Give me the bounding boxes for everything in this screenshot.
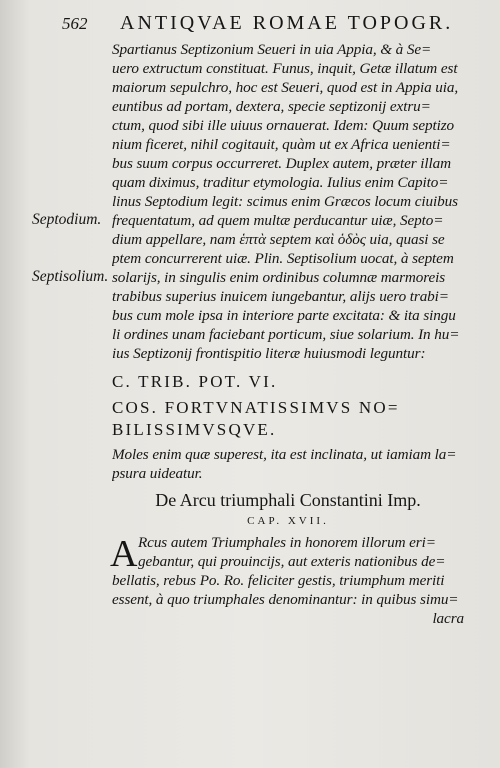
text-line: Moles enim quæ superest, ita est inclinata, ut iamiam la=: [112, 446, 457, 463]
page-number: 562: [62, 14, 88, 33]
text-line: maiorum sepulchro, hoc est Seueri, quod est in Appia uia,: [112, 79, 459, 96]
page-header: [62, 12, 480, 38]
inscription: [112, 371, 464, 441]
text-line: bus suum corpus occurreret. Duplex autem, præter illam: [112, 155, 451, 172]
text-line: psura uideatur.: [112, 465, 203, 482]
text-line: dium appellare, nam ἑπτὰ septem καὶ ὁδὸς uia, quasi se: [112, 231, 445, 248]
main-text: [112, 40, 464, 628]
text-line: essent, à quo triumphales denominantur: in quibus simu=: [112, 591, 459, 608]
text-line: gebantur, qui prouincijs, aut exteris nationibus de=: [138, 553, 446, 570]
text-line: li ordines unam faciebant porticum, siue solarium. In hu=: [112, 326, 460, 343]
text-line: solarijs, in singulis enim ordinibus columnæ marmoreis: [112, 269, 446, 286]
text-line: linus Septodium legit: scimus enim Græcos locum ciuibus: [112, 193, 458, 210]
margin-note-septodium: Septodium.: [32, 211, 102, 228]
chapter-number: CAP. XVII.: [247, 515, 329, 527]
paragraph-moles: [112, 445, 464, 483]
text-line: bellatis, rebus Po. Ro. feliciter gestis, triumphum meriti: [112, 572, 445, 589]
text-line: trabibus superius inuicem iungebantur, alijs uero trabi=: [112, 288, 449, 305]
text-line: quam diximus, traditur etymologia. Iulius enim Capito=: [112, 174, 449, 191]
inscription-line: BILISSIMVSQVE.: [112, 420, 277, 439]
text-line: ctum, quod sibi ille uiuus ornauerat. Idem: Quum septizo: [112, 117, 454, 134]
text-line: bus cum mole ipsa in interiore parte excitata: & ita singu: [112, 307, 456, 324]
text-line: frequentatum, ad quem multæ perducantur uiæ, Septo=: [112, 212, 444, 229]
inscription-line: C. TRIB. POT. VI.: [112, 372, 278, 391]
text-line: Spartianus Septizonium Seueri in uia Appia, & à Se=: [112, 41, 432, 58]
chapter-paragraph: [112, 533, 464, 628]
paragraph-septizonium: [112, 40, 464, 363]
running-title: ANTIQVAE ROMAE TOPOGR.: [120, 12, 454, 34]
text-line: ptem concurrerent uiæ. Plin. Septisolium uocat, à septem: [112, 250, 454, 267]
text-line: euntibus ad portam, dextera, specie septizonij extru=: [112, 98, 431, 115]
inscription-line: COS. FORTVNATISSIMVS NO=: [112, 398, 400, 417]
drop-cap: A: [110, 533, 138, 575]
text-line: uero extructum constituat. Funus, inquit, Getæ illatum est: [112, 60, 458, 77]
text-line: ius Septizonij frontispitio literæ huiusmodi leguntur:: [112, 345, 426, 362]
chapter-heading: De Arcu triumphali Constantini Imp.: [155, 490, 421, 510]
catchword: lacra: [432, 610, 464, 627]
margin-note-septisolium: Septisolium.: [32, 268, 109, 285]
text-line: Rcus autem Triumphales in honorem illorum eri=: [138, 534, 436, 551]
text-line: nium ficeret, nihil cogitauit, quàm ut ex Africa uenienti=: [112, 136, 451, 153]
